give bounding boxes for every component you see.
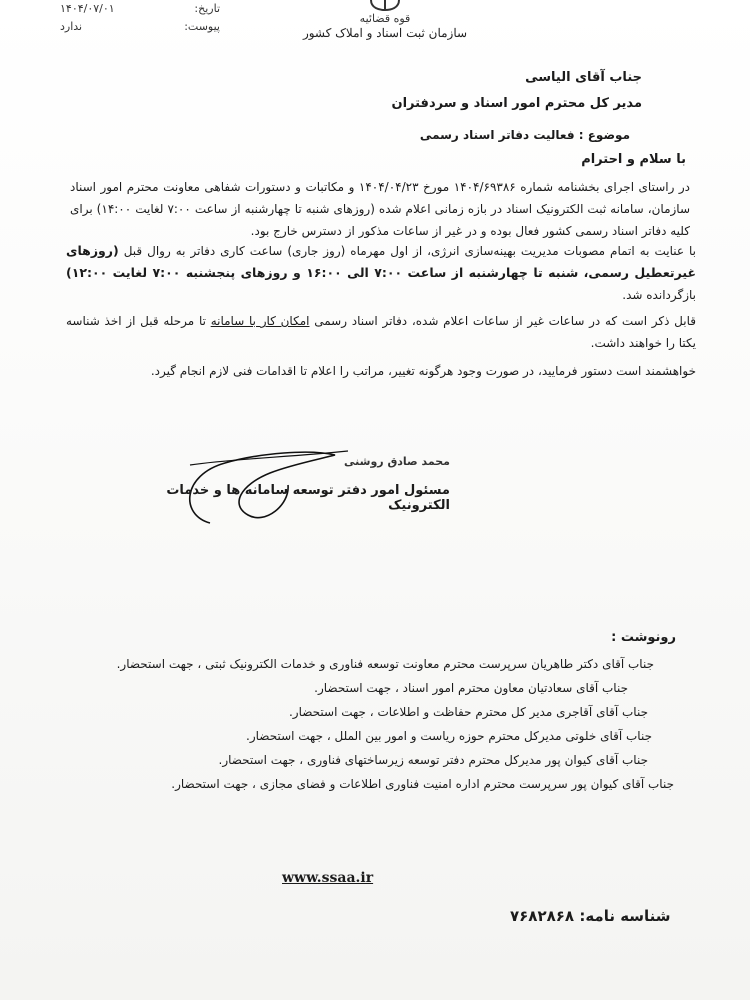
cc-item: جناب آقای دکتر طاهریان سرپرست محترم معاونت توسعه فناوری و خدمات الکترونیک ثبتی ، جهت استحضار. [116,657,654,671]
cc-list [54,652,674,796]
organization-header [280,0,490,40]
date-value: ۱۴۰۴/۰۷/۰۱ [60,2,115,15]
letter-id [510,907,671,925]
cc-item: جناب آقای خلوتی مدیرکل محترم حوزه ریاست و امور بین الملل ، جهت استحضار. [246,729,652,743]
judiciary-name: قوه قضائیه [359,12,411,25]
website-link[interactable]: www.ssaa.ir [282,870,374,886]
organization-name: سازمان ثبت اسناد و املاک کشور [302,26,468,40]
signature-block [110,445,450,535]
system-access-text: امکان کار با سامانه [210,314,310,328]
subject-text: فعالیت دفاتر اسناد رسمی [419,128,575,142]
cc-item: جناب آقای کیوان پور مدیرکل محترم دفتر توسعه زیرساختهای فناوری ، جهت استحضار. [218,753,648,767]
paragraph-3-start: قابل ذکر است که در ساعات غیر از ساعات اعلام شده، دفاتر اسناد رسمی [314,314,696,328]
paragraph-4: خواهشمند است دستور فرمایید، در صورت وجود هرگونه تغییر، مراتب را اعلام تا اقدامات فنی لازم انجام گیرد. [150,364,696,378]
cc-item: جناب آقای کیوان پور سرپرست محترم اداره امنیت فناوری اطلاعات و فضای مجازی ، جهت استحضار. [171,777,674,791]
paragraph-2 [66,240,696,306]
paragraph-1: در راستای اجرای بخشنامه شماره ۱۴۰۴/۶۹۳۸۶ مورخ ۱۴۰۴/۰۴/۲۳ و مکاتبات و دستورات شفاهی معاونت محترم امور اسناد سازمان، سامانه ثبت الکترونیک اسناد در بازه زمانی اعلام شده (روزهای شنبه تا چهارشنبه از ساعت ۷:۰۰ لغایت ۱۴:۰۰) برای کلیه دفاتر اسناد رسمی کشور فعال بوده و در غیر از ساعات مذکور از دسترس خارج بود. [70,180,691,238]
cc-item: جناب آقای سعادتیان معاون محترم امور اسناد ، جهت استحضار. [314,681,628,695]
letter-id-label: شناسه نامه: [579,907,671,925]
subject-line [420,128,630,142]
greeting: با سلام و احترام [581,152,686,167]
signatory-title: مسئول امور دفتر توسعه سامانه ها و خدمات الکترونیک [166,483,450,513]
letter-meta [60,0,220,36]
letter-id-number: ۷۶۸۲۸۶۸ [510,907,575,925]
attachment-value: ندارد [60,20,83,33]
cc-title: رونوشت : [611,630,676,645]
working-hours-text: (روزهای غیرتعطیل رسمی، شنبه تا چهارشنبه از ساعت ۷:۰۰ الی ۱۶:۰۰ و روزهای پنجشنبه ۷:۰۰ لغایت ۱۲:۰۰) [66,243,696,280]
recipient-name: جناب آقای الیاسی [525,70,642,85]
cc-item: جناب آقای آقاجری مدیر کل محترم حفاظت و اطلاعات ، جهت استحضار. [288,705,648,719]
paragraph-2-end: بازگردانده شد. [622,288,696,302]
date-label: تاریخ: [194,2,220,15]
recipient-title: مدیر کل محترم امور اسناد و سردفتران [391,96,642,111]
paragraph-2-start: با عنایت به اتمام مصوبات مدیریت بهینه‌سازی انرژی، از اول مهرماه (روز جاری) ساعت کاری دفاتر به روال قبل [123,244,696,258]
paragraph-3-end: تا مرحله قبل از اخذ شناسه یکتا را خواهند داشت. [66,314,696,350]
attachment-label: پیوست: [184,20,220,33]
signatory-name: محمد صادق روشنی [344,455,450,468]
subject-label: موضوع : [578,128,630,142]
emblem-icon [365,0,405,12]
paragraph-3 [66,310,696,354]
